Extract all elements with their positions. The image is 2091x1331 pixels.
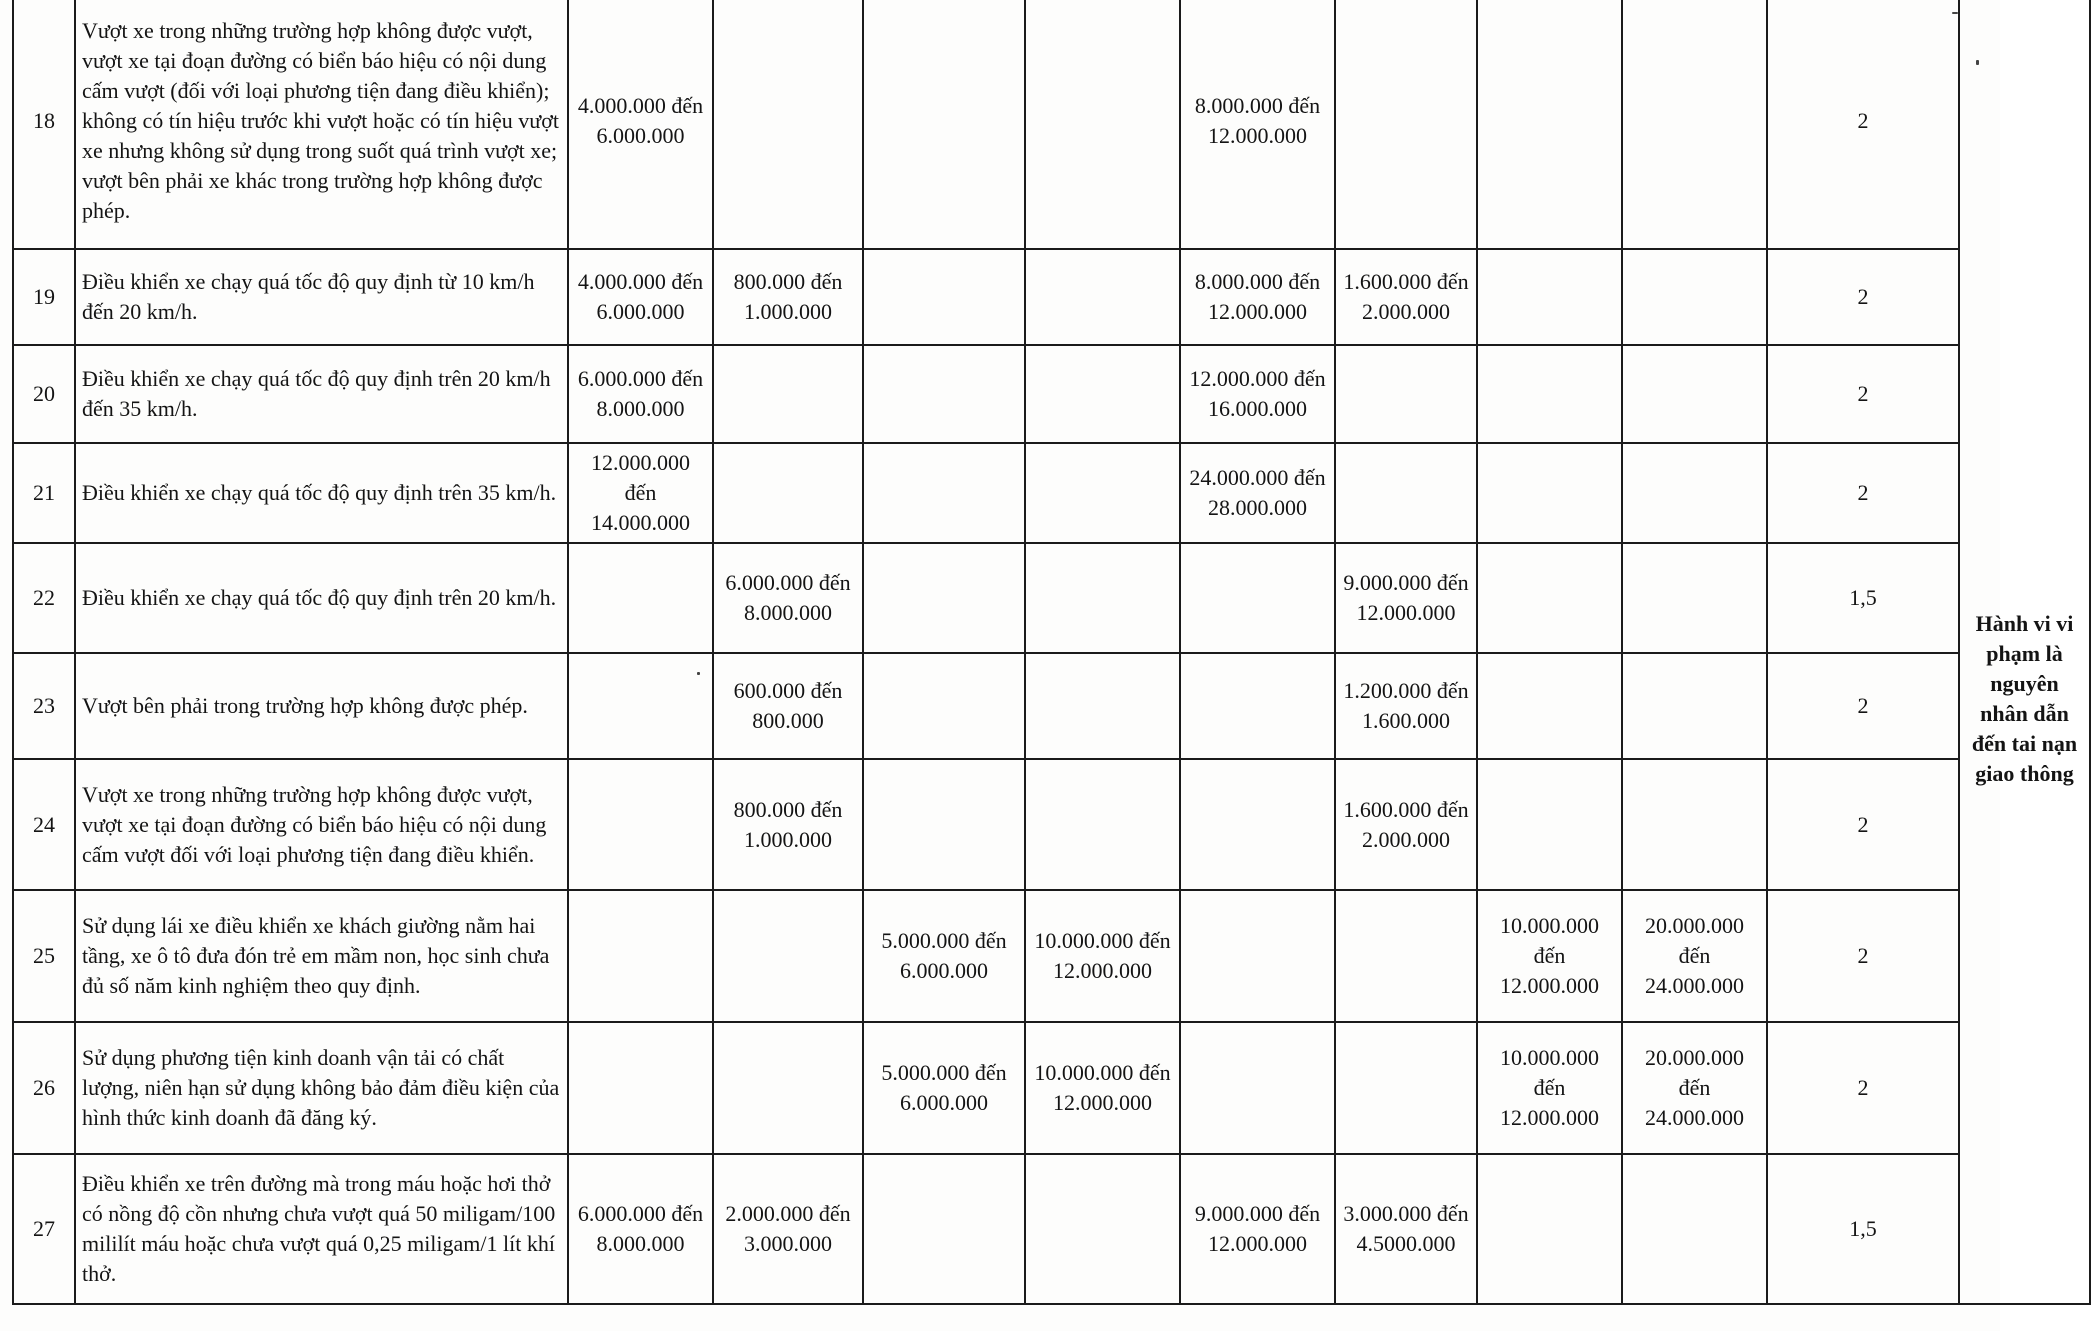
row-number: 21 (13, 443, 75, 543)
row-number: 18 (13, 0, 75, 249)
fine-cell-6: 1.200.000 đến 1.600.000 (1335, 653, 1477, 759)
fine-cell-2 (713, 443, 863, 543)
scan-mark (697, 672, 700, 675)
fine-cell-8 (1622, 759, 1767, 890)
fine-cell-2 (713, 0, 863, 249)
table-row (13, 1022, 2090, 1154)
table-row (13, 759, 2090, 890)
fine-cell-3: 5.000.000 đến 6.000.000 (863, 1022, 1025, 1154)
fine-cell-2: 800.000 đến 1.000.000 (713, 759, 863, 890)
fine-cell-1 (568, 543, 713, 653)
fine-cell-6: 1.600.000 đến 2.000.000 (1335, 759, 1477, 890)
fine-cell-8: 20.000.000 đến 24.000.000 (1622, 890, 1767, 1022)
fine-cell-7 (1477, 653, 1622, 759)
table-row (13, 890, 2090, 1022)
table-row (13, 1154, 2090, 1304)
table-row (13, 443, 2090, 543)
coefficient: 2 (1767, 1022, 1959, 1154)
fine-cell-4 (1025, 543, 1180, 653)
fine-cell-5 (1180, 543, 1335, 653)
fine-cell-1 (568, 653, 713, 759)
row-number: 23 (13, 653, 75, 759)
scan-mark (1976, 60, 1979, 65)
fine-cell-8 (1622, 443, 1767, 543)
row-number: 27 (13, 1154, 75, 1304)
violation-description: Vượt xe trong những trường hợp không được vượt, vượt xe tại đoạn đường có biển báo hiệu có nội dung cấm vượt đối với loại phương tiện đang điều khiển. (75, 759, 568, 890)
fine-cell-7 (1477, 443, 1622, 543)
row-number: 19 (13, 249, 75, 345)
fine-cell-8 (1622, 543, 1767, 653)
violation-description: Điều khiển xe chạy quá tốc độ quy định trên 35 km/h. (75, 443, 568, 543)
fine-cell-7 (1477, 0, 1622, 249)
fine-cell-5: 9.000.000 đến 12.000.000 (1180, 1154, 1335, 1304)
table-row (13, 543, 2090, 653)
fine-cell-4 (1025, 443, 1180, 543)
fine-cell-1: 4.000.000 đến 6.000.000 (568, 249, 713, 345)
coefficient: 2 (1767, 345, 1959, 443)
fine-cell-6: 3.000.000 đến 4.5000.000 (1335, 1154, 1477, 1304)
coefficient: 2 (1767, 443, 1959, 543)
fine-cell-6: 1.600.000 đến 2.000.000 (1335, 249, 1477, 345)
violation-description: Điều khiển xe trên đường mà trong máu hoặc hơi thở có nồng độ cồn nhưng chưa vượt quá 50 miligam/100 mililít máu hoặc chưa vượt quá 0,25 miligam/1 lít khí thở. (75, 1154, 568, 1304)
penalty-table (12, 0, 2091, 1305)
fine-cell-8 (1622, 345, 1767, 443)
fine-cell-5: 24.000.000 đến 28.000.000 (1180, 443, 1335, 543)
fine-cell-7 (1477, 345, 1622, 443)
fine-cell-3 (863, 653, 1025, 759)
violation-description: Vượt xe trong những trường hợp không được vượt, vượt xe tại đoạn đường có biển báo hiệu có nội dung cấm vượt (đối với loại phương tiện đang điều khiển); không có tín hiệu trước khi vượt hoặc có tín hiệu vượt xe nhưng không sử dụng trong suốt quá trình vượt xe; vượt bên phải xe khác trong trường hợp không được phép. (75, 0, 568, 249)
fine-cell-2 (713, 1022, 863, 1154)
fine-cell-1 (568, 1022, 713, 1154)
fine-cell-6 (1335, 345, 1477, 443)
fine-cell-2: 800.000 đến 1.000.000 (713, 249, 863, 345)
fine-cell-5 (1180, 653, 1335, 759)
violation-description: Điều khiển xe chạy quá tốc độ quy định trên 20 km/h. (75, 543, 568, 653)
fine-cell-2: 6.000.000 đến 8.000.000 (713, 543, 863, 653)
coefficient: 2 (1767, 759, 1959, 890)
fine-cell-6 (1335, 890, 1477, 1022)
fine-cell-7 (1477, 249, 1622, 345)
row-number: 25 (13, 890, 75, 1022)
fine-cell-5 (1180, 890, 1335, 1022)
fine-cell-3 (863, 345, 1025, 443)
fine-cell-6 (1335, 1022, 1477, 1154)
fine-cell-3 (863, 249, 1025, 345)
coefficient: 2 (1767, 0, 1959, 249)
fine-cell-3 (863, 1154, 1025, 1304)
fine-cell-4 (1025, 345, 1180, 443)
fine-cell-4: 10.000.000 đến 12.000.000 (1025, 890, 1180, 1022)
table-body (13, 0, 2090, 1304)
fine-cell-1: 6.000.000 đến 8.000.000 (568, 345, 713, 443)
fine-cell-5 (1180, 1022, 1335, 1154)
fine-cell-3: 5.000.000 đến 6.000.000 (863, 890, 1025, 1022)
violation-description: Sử dụng lái xe điều khiển xe khách giường nằm hai tầng, xe ô tô đưa đón trẻ em mầm non, học sinh chưa đủ số năm kinh nghiệm theo quy định. (75, 890, 568, 1022)
row-number: 20 (13, 345, 75, 443)
fine-cell-4 (1025, 759, 1180, 890)
scan-mark (1952, 12, 1958, 14)
fine-cell-5: 8.000.000 đến 12.000.000 (1180, 0, 1335, 249)
violation-description: Điều khiển xe chạy quá tốc độ quy định từ 10 km/h đến 20 km/h. (75, 249, 568, 345)
row-number: 26 (13, 1022, 75, 1154)
coefficient: 2 (1767, 890, 1959, 1022)
coefficient: 1,5 (1767, 543, 1959, 653)
fine-cell-7 (1477, 543, 1622, 653)
fine-cell-2 (713, 345, 863, 443)
coefficient: 2 (1767, 249, 1959, 345)
fine-cell-3 (863, 759, 1025, 890)
fine-cell-3 (863, 443, 1025, 543)
fine-cell-2: 600.000 đến 800.000 (713, 653, 863, 759)
fine-cell-5: 12.000.000 đến 16.000.000 (1180, 345, 1335, 443)
fine-cell-8 (1622, 1154, 1767, 1304)
fine-cell-4 (1025, 1154, 1180, 1304)
fine-cell-7: 10.000.000 đến 12.000.000 (1477, 890, 1622, 1022)
fine-cell-7 (1477, 759, 1622, 890)
fine-cell-8 (1622, 653, 1767, 759)
fine-cell-1: 12.000.000 đến 14.000.000 (568, 443, 713, 543)
fine-cell-3 (863, 543, 1025, 653)
fine-cell-4: 10.000.000 đến 12.000.000 (1025, 1022, 1180, 1154)
fine-cell-1 (568, 759, 713, 890)
fine-cell-7: 10.000.000 đến 12.000.000 (1477, 1022, 1622, 1154)
fine-cell-6: 9.000.000 đến 12.000.000 (1335, 543, 1477, 653)
coefficient: 2 (1767, 653, 1959, 759)
row-number: 22 (13, 543, 75, 653)
fine-cell-4 (1025, 0, 1180, 249)
table-row (13, 0, 2090, 249)
fine-cell-3 (863, 0, 1025, 249)
fine-cell-1: 6.000.000 đến 8.000.000 (568, 1154, 713, 1304)
fine-cell-8: 20.000.000 đến 24.000.000 (1622, 1022, 1767, 1154)
fine-cell-1: 4.000.000 đến 6.000.000 (568, 0, 713, 249)
violation-description: Vượt bên phải trong trường hợp không được phép. (75, 653, 568, 759)
violation-description: Điều khiển xe chạy quá tốc độ quy định trên 20 km/h đến 35 km/h. (75, 345, 568, 443)
fine-cell-2 (713, 890, 863, 1022)
fine-cell-8 (1622, 0, 1767, 249)
fine-cell-5: 8.000.000 đến 12.000.000 (1180, 249, 1335, 345)
table-row (13, 653, 2090, 759)
coefficient: 1,5 (1767, 1154, 1959, 1304)
fine-cell-4 (1025, 653, 1180, 759)
fine-cell-1 (568, 890, 713, 1022)
merged-note: Hành vi vi phạm là nguyên nhân dẫn đến tai nạn giao thông (1959, 0, 2090, 1304)
violation-description: Sử dụng phương tiện kinh doanh vận tải có chất lượng, niên hạn sử dụng không bảo đảm điều kiện của hình thức kinh doanh đã đăng ký. (75, 1022, 568, 1154)
fine-cell-6 (1335, 443, 1477, 543)
fine-cell-2: 2.000.000 đến 3.000.000 (713, 1154, 863, 1304)
table-row (13, 345, 2090, 443)
fine-cell-4 (1025, 249, 1180, 345)
fine-cell-7 (1477, 1154, 1622, 1304)
fine-cell-8 (1622, 249, 1767, 345)
fine-cell-5 (1180, 759, 1335, 890)
table-row (13, 249, 2090, 345)
row-number: 24 (13, 759, 75, 890)
fine-cell-6 (1335, 0, 1477, 249)
